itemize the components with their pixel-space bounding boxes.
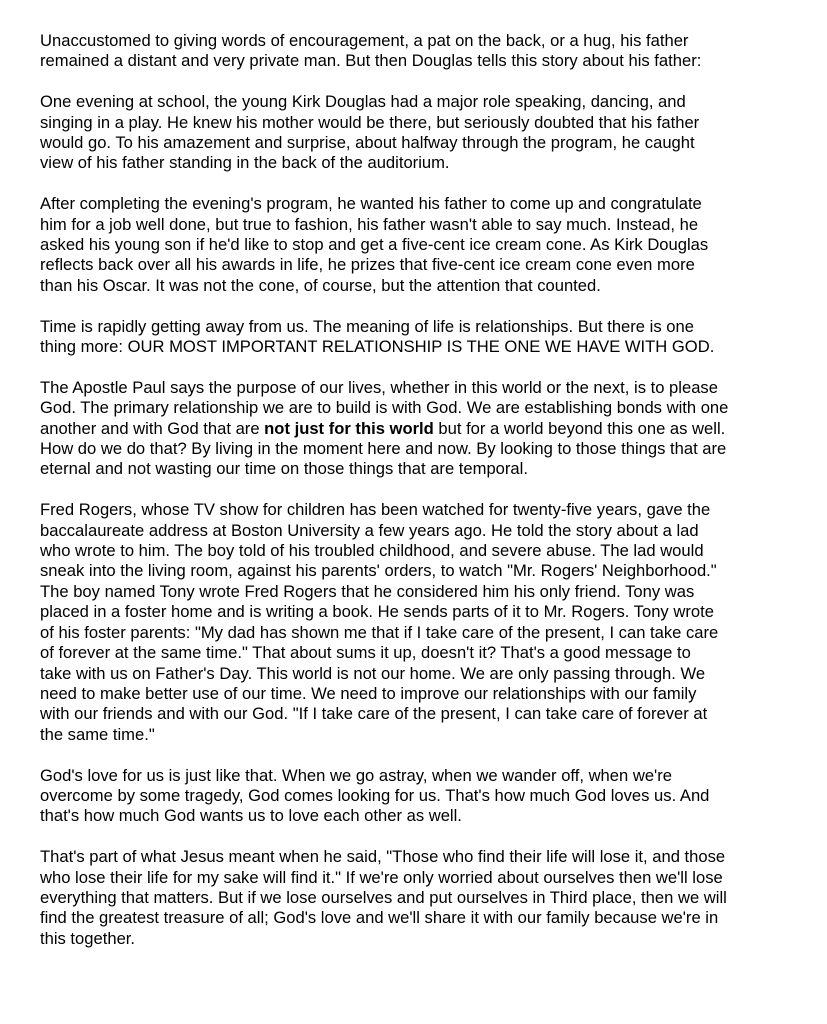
document-page: [40, 31, 820, 970]
paragraph-gods-love: God's love for us is just like that. When we go astray, when we wander off, when we're overcome by some tragedy, God comes looking for us. That's how much God loves us. And that's how much God wants us to love each other as well.: [40, 765, 710, 826]
paragraph-fred-rogers: Fred Rogers, whose TV show for children has been watched for twenty-five years, gave the baccalaureate address at Boston University a few years ago. He told the story about a lad who wrote to him. The boy told of his troubled childhood, and severe abuse. The lad would sneak into the living room, against his parents' orders, to watch "Mr. Rogers' Neighborhood." The boy named Tony wrote Fred Rogers that he considered him his only friend. Tony was placed in a foster home and is writing a book. He sends parts of it to Mr. Rogers. Tony wrote of his foster parents: "My dad has shown me that if I take care of the present, I can take care of forever at the same time." That about sums it up, doesn't it? That's a good message to take with us on Father's Day. This world is not our home. We are only passing through. We need to make better use of our time. We need to improve our relationships with our family with our friends and with our God. "If I take care of the present, I can take care of forever at the same time.": [40, 500, 719, 744]
paragraph-apostle-paul: [40, 378, 820, 480]
paragraph-school-play: One evening at school, the young Kirk Douglas had a major role speaking, dancing, and singing in a play. He knew his mother would be there, but seriously doubted that his father would go. To his amazement and surprise, about halfway through the program, he caught view of his father standing in the back of the auditorium.: [40, 92, 700, 173]
paragraph-apostle-paul-end: but for a world beyond this one as well. How do we do that? By living in the moment here and now. By looking to those things that are eternal and not wasting our time on those things that are temporal.: [40, 418, 727, 479]
paragraph-lose-life: That's part of what Jesus meant when he said, "Those who find their life will lose it, and those who lose their life for my sake will find it." If we're only worried about ourselves then we'll lose everything that matters. But if we lose ourselves and put ourselves in Third place, then we will find the greatest treasure of all; God's love and we'll share it with our family because we're in this together.: [40, 847, 727, 948]
paragraph-ice-cream-cone: After completing the evening's program, he wanted his father to come up and congratulate him for a job well done, but true to fashion, his father wasn't able to say much. Instead, he asked his young son if he'd like to stop and get a five-cent ice cream cone. As Kirk Douglas reflects back over all his awards in life, he prizes that five-cent ice cream cone even more than his Oscar. It was not the cone, of course, but the attention that counted.: [40, 194, 709, 295]
paragraph-father-distant: Unaccustomed to giving words of encouragement, a pat on the back, or a hug, his father remained a distant and very private man. But then Douglas tells this story about his father:: [40, 31, 702, 71]
paragraph-relationship-with-god: Time is rapidly getting away from us. The meaning of life is relationships. But there is one thing more: OUR MOST IMPORTANT RELATIONSHIP IS THE ONE WE HAVE WITH GOD.: [40, 316, 715, 357]
paragraph-apostle-paul-start: The Apostle Paul says the purpose of our lives, whether in this world or the next, is to please God. The primary relationship we are to build is with God. We are establishing bonds with one another and with God that are: [40, 377, 729, 438]
paragraph-apostle-paul-bold: not just for this world: [264, 418, 434, 438]
